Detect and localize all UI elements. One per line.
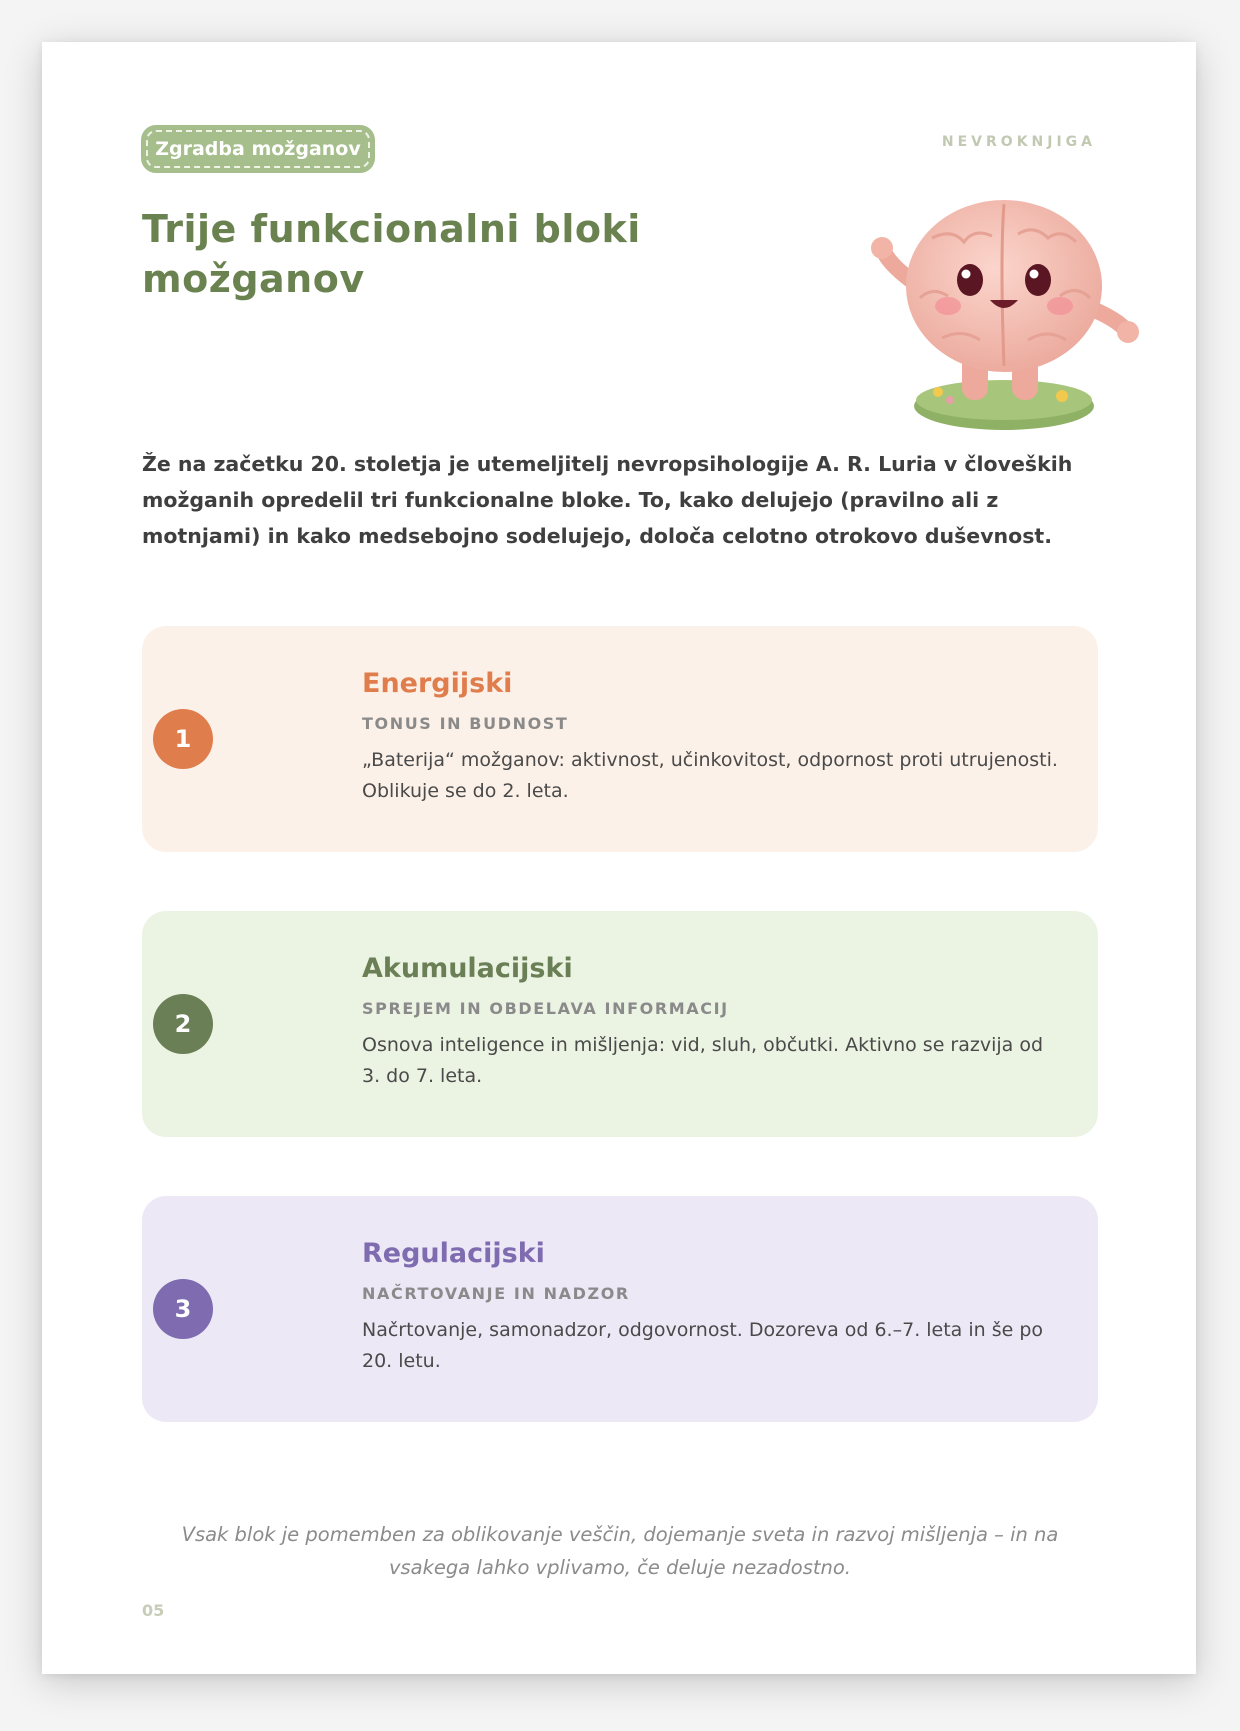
section-chip [142, 126, 374, 172]
block-title: Regulacijski [362, 1238, 545, 1269]
block-card-energijski [142, 626, 1098, 852]
page-number: 05 [142, 1601, 165, 1620]
brand-label: NEVROKNJIGA [941, 134, 1096, 150]
block-subtitle: TONUS IN BUDNOST [362, 714, 569, 733]
block-number-badge: 2 [153, 994, 213, 1054]
block-description: „Baterija“ možganov: aktivnost, učinkovitost, odpornost proti utrujenosti. Oblikuje se do 2. leta. [362, 749, 1058, 802]
block-subtitle: SPREJEM IN OBDELAVA INFORMACIJ [362, 999, 729, 1018]
block-card-akumulacijski [142, 911, 1098, 1137]
block-title: Akumulacijski [362, 953, 573, 984]
block-subtitle: NAČRTOVANJE IN NADZOR [362, 1284, 630, 1303]
page-title: Trije funkcionalni bloki možganov [142, 207, 641, 301]
brain-mascot-icon [862, 168, 1162, 448]
block-description: Osnova inteligence in mišljenja: vid, sluh, občutki. Aktivno se razvija od 3. do 7. leta. [362, 1034, 1044, 1087]
block-number-badge: 1 [153, 709, 213, 769]
footer-note: Vsak blok je pomemben za oblikovanje veščin, dojemanje sveta in razvoj mišljenja – in na vsakega lahko vplivamo, če deluje nezadostno. [181, 1523, 1059, 1579]
block-card-body [362, 1238, 1062, 1377]
block-title: Energijski [362, 668, 513, 699]
block-number-badge: 3 [153, 1279, 213, 1339]
document-page [42, 42, 1196, 1674]
intro-paragraph: Že na začetku 20. stoletja je utemeljitelj nevropsihologije A. R. Luria v človeških možganih opredelil tri funkcionalne bloke. To, kako delujejo (pravilno ali z motnjami) in kako medsebojno sodelujejo, določa celotno otrokovo duševnost. [142, 452, 1073, 548]
block-card-regulacijski [142, 1196, 1098, 1422]
block-card-body [362, 668, 1062, 807]
chip-label: Zgradba možganov [155, 138, 361, 160]
block-description: Načrtovanje, samonadzor, odgovornost. Dozoreva od 6.–7. leta in še po 20. letu. [362, 1319, 1044, 1372]
block-card-body [362, 953, 1062, 1092]
